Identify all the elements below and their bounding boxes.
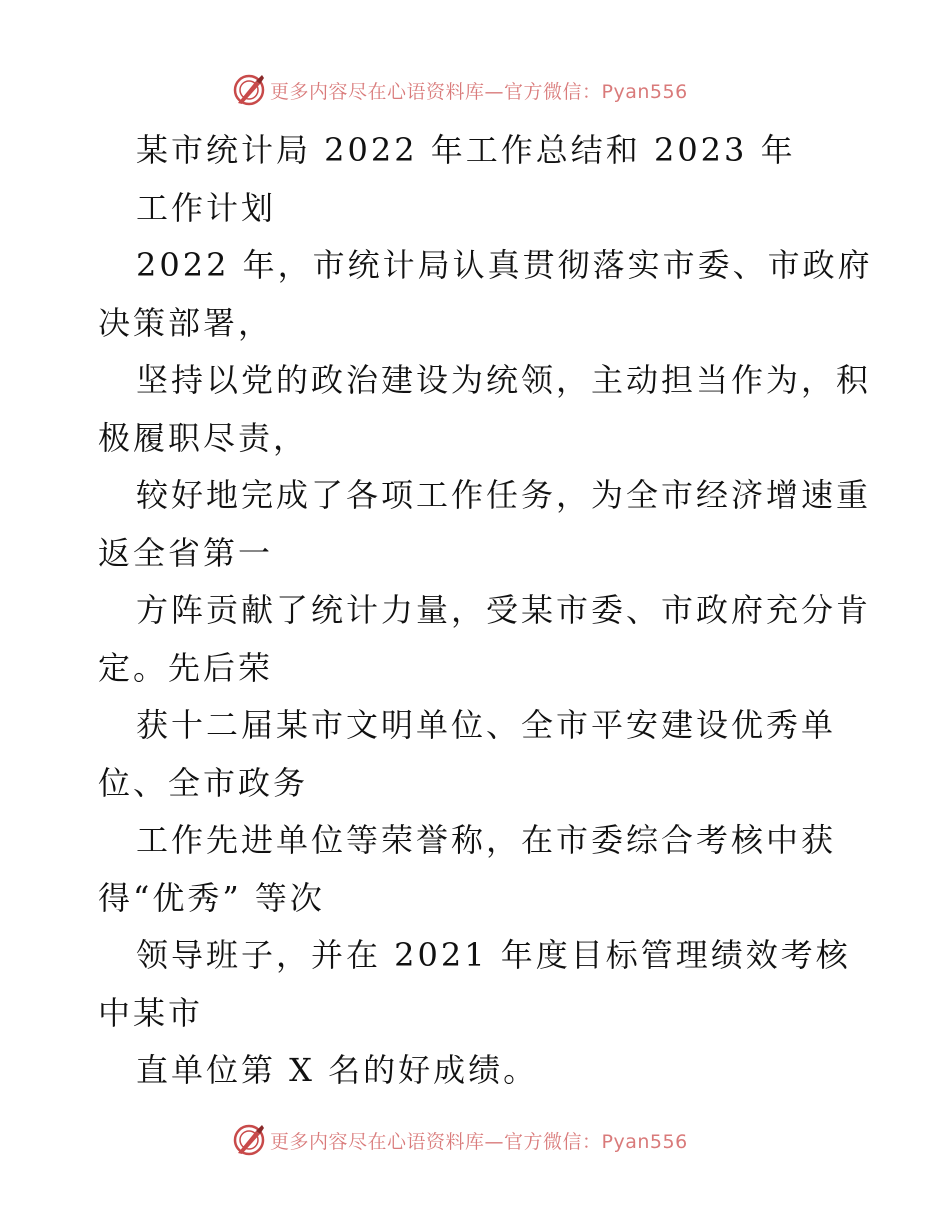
- quill-seal-icon: [232, 73, 266, 107]
- document-line: 方阵贡献了统计力量，受某市委、市政府充分肯: [136, 591, 872, 629]
- document-line: 坚持以党的政治建设为统领，主动担当作为，积: [136, 361, 872, 399]
- document-line: 工作先进单位等荣誉称，在市委综合考核中获: [136, 821, 837, 859]
- document-line: 领导班子，并在 2021 年度目标管理绩效考核: [136, 936, 851, 974]
- document-line: 得“优秀” 等次: [98, 878, 325, 917]
- document-line: 工作计划: [136, 188, 277, 227]
- document-line: 位、全市政务: [98, 763, 309, 802]
- document-line: 返全省第一: [98, 533, 274, 572]
- header-watermark: [232, 72, 688, 108]
- document-line: 决策部署，: [98, 303, 274, 342]
- document-line: 定。先后荣: [98, 648, 274, 687]
- watermark-text: 更多内容尽在心语资料库—官方微信：Pyan556: [270, 1130, 688, 1153]
- document-line: 某市统计局 2022 年工作总结和 2023 年: [136, 131, 796, 169]
- document-body: [98, 122, 873, 1100]
- document-line: 直单位第 X 名的好成绩。: [136, 1051, 539, 1089]
- document-line: 极履职尽责，: [98, 418, 309, 457]
- quill-seal-icon: [232, 1123, 266, 1157]
- document-line: 中某市: [98, 993, 204, 1032]
- watermark-text: 更多内容尽在心语资料库—官方微信：Pyan556: [270, 80, 688, 103]
- document-line: 2022 年，市统计局认真贯彻落实市委、市政府: [136, 246, 873, 284]
- document-line: 较好地完成了各项工作任务，为全市经济增速重: [136, 476, 872, 514]
- document-line: 获十二届某市文明单位、全市平安建设优秀单: [136, 706, 837, 744]
- footer-watermark: [232, 1122, 688, 1158]
